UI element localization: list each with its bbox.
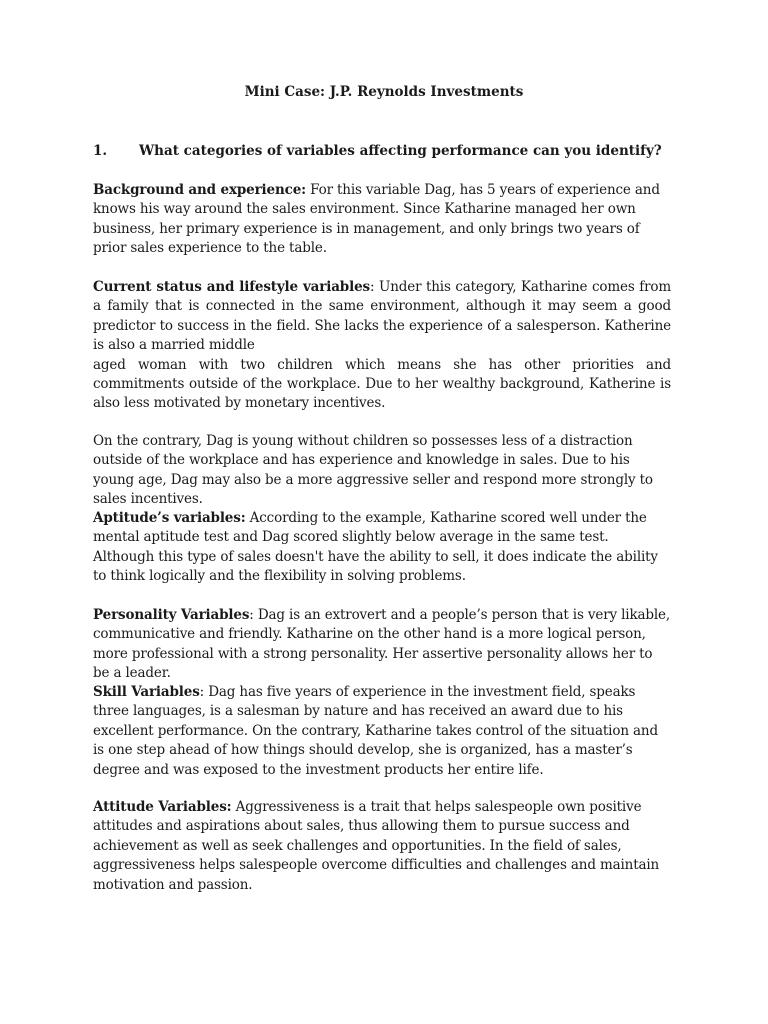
paragraph-lead: Current status and lifestyle variables — [93, 279, 370, 295]
paragraph-body-continued: aged woman with two children which means she has other priorities and commitments outside of the workplace. Due to her wealthy background, Katherine is also less motivated by monetary incentives. — [93, 356, 671, 412]
paragraph-lead: Skill Variables — [93, 684, 200, 700]
question-text: What categories of variables affecting performance can you identify? — [139, 143, 662, 159]
document-title: Mini Case: J.P. Reynolds Investments — [244, 84, 524, 100]
paragraph-lead: Attitude Variables: — [93, 799, 232, 815]
question-heading — [93, 143, 683, 159]
paragraph-body: : Dag has five years of experience in the investment field, speaks three languages, is a salesman by nature and has received an award due to his excellent performance. On the contrary, Katharine takes control of the situation and is one step ahead of how things should develop, she is organized, has a master’s degree and was exposed to the investment products her entire life. — [93, 684, 658, 778]
paragraph-body: According to the example, Katharine scored well under the mental aptitude test and Dag scored slightly below average in the same test. Although this type of sales doesn't have the ability to sell, it does indicate the ability to think logically and the flexibility in solving problems. — [93, 510, 658, 585]
paragraph-body: : Under this category, Katharine comes from a family that is connected in the same environment, although it may seem a good predictor to success in the field. She lacks the experience of a salesperson. Katherine is also a married middle — [93, 279, 671, 354]
paragraph-lead: Aptitude’s variables: — [93, 510, 246, 526]
paragraph-body: Aggressiveness is a trait that helps salespeople own positive attitudes and aspirations about sales, thus allowing them to pursue success and achievement as well as seek challenges and opportunities. In the field of sales, aggressiveness helps salespeople overcome difficulties and challenges and maintain motivation and passion. — [93, 799, 660, 893]
paragraph-background-experience — [93, 181, 671, 259]
question-number: 1. — [93, 143, 108, 159]
paragraph-current-status — [93, 278, 671, 414]
paragraph-contrary-dag — [93, 432, 671, 510]
paragraph-aptitude — [93, 509, 671, 587]
paragraph-lead: Personality Variables — [93, 607, 250, 623]
paragraph-skill — [93, 683, 671, 780]
paragraph-body: On the contrary, Dag is young without children so possesses less of a distraction outside of the workplace and has experience and knowledge in sales. Due to his young age, Dag may also be a more aggressive seller and respond more strongly to sales incentives. — [93, 433, 653, 508]
paragraph-personality — [93, 606, 671, 684]
paragraph-body: For this variable Dag, has 5 years of experience and knows his way around the sales environment. Since Katharine managed her own business, her primary experience is in management, and only brings two years of prior sales experience to the table. — [93, 182, 660, 257]
paragraph-body: : Dag is an extrovert and a people’s person that is very likable, communicative and friendly. Katharine on the other hand is a more logical person, more professional with a strong personality. Her assertive personality allows her to be a leader. — [93, 607, 671, 682]
paragraph-attitude — [93, 798, 671, 895]
paragraph-lead: Background and experience: — [93, 182, 306, 198]
